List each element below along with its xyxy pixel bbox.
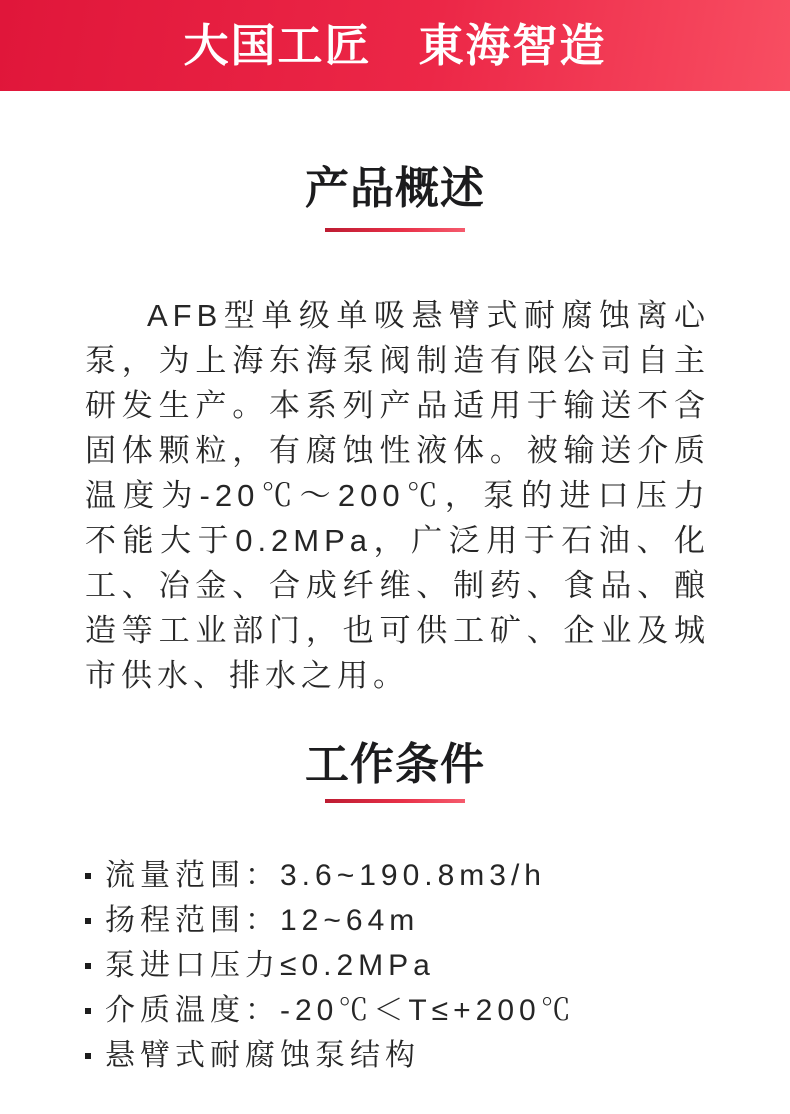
conditions-heading-underline [325, 799, 465, 803]
overview-paragraph: AFB型单级单吸悬臂式耐腐蚀离心泵，为上海东海泵阀制造有限公司自主研发生产。本系列产品适用于输送不含固体颗粒，有腐蚀性液体。被输送介质温度为-20℃～200℃，泵的进口压力不能大于0.2MPa，广泛用于石油、化工、冶金、合成纤维、制药、食品、酿造等工业部门，也可供工矿、企业及城市供水、排水之用。 [85, 298, 710, 693]
condition-text: 扬程范围：12~64m [105, 904, 420, 937]
condition-text: 流量范围：3.6~190.8m3/h [105, 859, 546, 892]
conditions-heading: 工作条件 [305, 740, 485, 789]
condition-item-head-range [85, 898, 730, 943]
bullet-dot-icon [85, 918, 91, 924]
overview-heading: 产品概述 [305, 164, 485, 213]
conditions-list [85, 853, 730, 1078]
section-conditions [0, 740, 790, 1078]
condition-item-flow-range [85, 853, 730, 898]
bullet-dot-icon [85, 963, 91, 969]
bullet-dot-icon [85, 873, 91, 879]
condition-item-inlet-pressure [85, 943, 730, 988]
condition-item-medium-temperature [85, 988, 730, 1033]
top-banner [0, 0, 790, 91]
conditions-heading-block [0, 740, 790, 803]
overview-heading-underline [325, 228, 465, 232]
banner-title: 大国工匠 東海智造 [183, 20, 607, 71]
condition-text: 泵进口压力≤0.2MPa [105, 949, 435, 982]
overview-heading-block [0, 164, 790, 232]
section-overview [0, 164, 790, 698]
condition-text: 介质温度：-20℃＜T≤+200℃ [105, 994, 576, 1027]
condition-item-structure [85, 1033, 730, 1078]
condition-text: 悬臂式耐腐蚀泵结构 [105, 1039, 420, 1072]
bullet-dot-icon [85, 1008, 91, 1014]
bullet-dot-icon [85, 1053, 91, 1059]
